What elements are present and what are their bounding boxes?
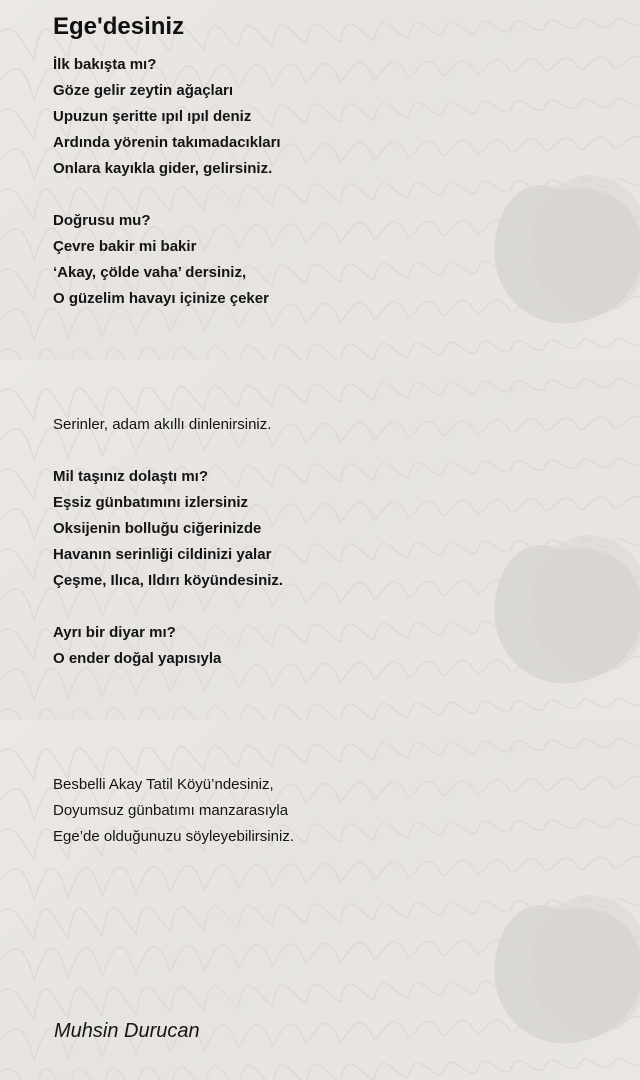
stanza (53, 412, 271, 438)
poem-line: Mil taşınız dolaştı mı? (53, 468, 209, 485)
handwriting-stroke (0, 337, 640, 360)
poem-line: Oksijenin bolluğu ciğerinizde (53, 520, 262, 537)
poem-line: Ardında yörenin takımadacıkları (53, 134, 281, 151)
poem-line: Upuzun şeritte ıpıl ıpıl deniz (53, 108, 252, 125)
poem-line: O ender doğal yapısıyla (53, 650, 222, 667)
poem-author: Muhsin Durucan (54, 1020, 200, 1042)
poem-line: Besbelli Akay Tatil Köyü’ndesiniz, (53, 776, 274, 793)
poem-line: ‘Akay, çölde vaha’ dersiniz, (53, 264, 247, 281)
poem-line: Ayrı bir diyar mı? (53, 624, 176, 641)
poem-line: Göze gelir zeytin ağaçları (53, 82, 234, 99)
poem-line: Serinler, adam akıllı dinlenirsiniz. (53, 416, 272, 433)
poem-line: Doğrusu mu? (53, 212, 151, 229)
poem-line: O güzelim havayı içinize çeker (53, 290, 269, 307)
handwriting-stroke (0, 855, 640, 900)
stanza (53, 464, 283, 594)
poem-line: Onlara kayıkla gider, gelirsiniz. (53, 160, 273, 177)
poem-line: Havanın serinliği cildinizi yalar (53, 546, 272, 563)
poem-line: İlk bakışta mı? (53, 56, 157, 73)
stanza (53, 208, 269, 312)
stanza (53, 772, 294, 850)
poem-line: Doyumsuz günbatımı manzarasıyla (53, 802, 289, 819)
poem-line: Ege’de olduğunuzu söyleyebilirsiniz. (53, 828, 294, 845)
handwriting-stroke (0, 697, 640, 720)
stanza (53, 52, 281, 182)
poem-line: Çeşme, Ilıca, Ildırı köyündesiniz. (53, 572, 284, 589)
handwriting-stroke (0, 1057, 640, 1080)
poem-title: Ege'desiniz (53, 13, 185, 40)
poem-line: Çevre bakir mi bakir (53, 238, 197, 255)
stanza (53, 620, 221, 672)
poem-line: Eşsiz günbatımını izlersiniz (53, 494, 249, 511)
